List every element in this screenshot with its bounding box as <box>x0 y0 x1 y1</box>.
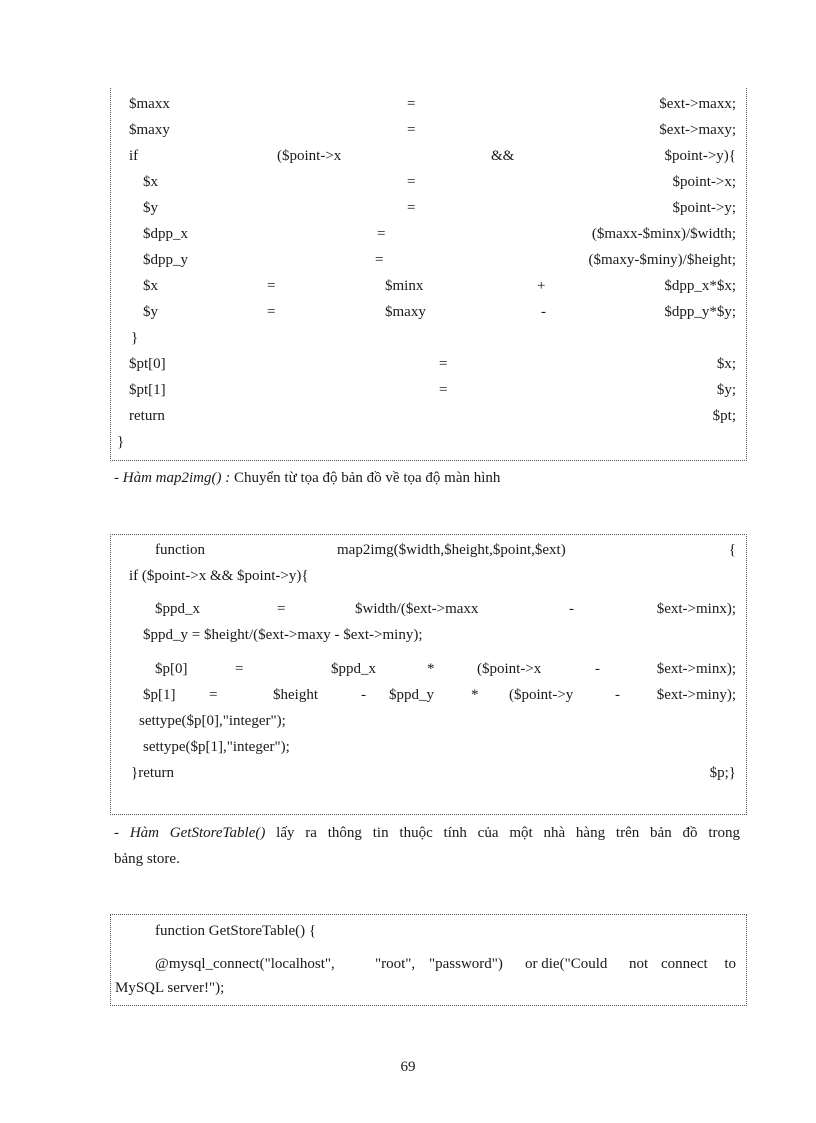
code-token: $ext->minx); <box>656 601 736 617</box>
code-token: settype($p[1],"integer"); <box>143 739 290 755</box>
code-line <box>111 566 746 586</box>
code-token: $ext->miny); <box>656 687 736 703</box>
code-token: $p;} <box>709 765 736 781</box>
code-token: MySQL server!"); <box>115 980 225 996</box>
code-line <box>111 659 746 679</box>
code-token: + <box>537 278 546 294</box>
code-line <box>111 94 746 114</box>
caption-getstoretable-line1 <box>114 820 740 847</box>
code-token: $point->x; <box>672 174 736 190</box>
code-token: $pt[0] <box>129 356 166 372</box>
caption-getstoretable-line2 <box>114 846 740 873</box>
code-token: - <box>615 687 620 703</box>
code-token: = <box>277 601 286 617</box>
code-line <box>111 685 746 705</box>
code-token: $dpp_x*$x; <box>664 278 736 294</box>
code-token: $y <box>143 304 158 320</box>
code-token: $y <box>143 200 158 216</box>
code-token: $x <box>143 278 158 294</box>
code-token: function <box>155 542 205 558</box>
code-token: * <box>471 687 479 703</box>
code-line <box>111 276 746 296</box>
code-token: function GetStoreTable() { <box>155 923 317 939</box>
code-token: ($point->y <box>509 687 574 703</box>
code-token: $ppd_x <box>155 601 200 617</box>
code-line <box>111 599 746 619</box>
caption-text: Chuyển từ tọa độ bản đồ về tọa độ màn hình <box>230 470 501 486</box>
code-token: $maxy <box>129 122 170 138</box>
code-token: not <box>629 956 649 972</box>
code-token: - <box>541 304 546 320</box>
code-line <box>111 354 746 374</box>
code-line <box>111 540 746 560</box>
code-token: ($point->x <box>277 148 342 164</box>
code-token: $minx <box>385 278 424 294</box>
code-token: $width/($ext->maxx <box>355 601 479 617</box>
code-token: $ext->maxy; <box>659 122 736 138</box>
code-token: = <box>209 687 218 703</box>
code-token: @mysql_connect("localhost", <box>155 956 335 972</box>
code-token: $maxx <box>129 96 170 112</box>
code-line <box>111 120 746 140</box>
code-token: $x <box>143 174 158 190</box>
code-token: ($point->x <box>477 661 542 677</box>
code-line <box>111 250 746 270</box>
caption-text: lấy ra thông tin thuộc tính của một nhà hàng trên bản đồ trong <box>265 825 740 841</box>
code-token: } <box>117 434 125 450</box>
code-line <box>111 328 746 348</box>
code-line <box>111 224 746 244</box>
code-token: map2img($width,$height,$point,$ext) <box>337 542 566 558</box>
code-line <box>111 763 746 783</box>
code-line <box>111 711 746 731</box>
code-token: $dpp_y*$y; <box>664 304 736 320</box>
code-line <box>111 172 746 192</box>
function-name: Hàm map2img() : <box>122 470 231 486</box>
code-token: or die("Could <box>525 956 608 972</box>
code-token: settype($p[0],"integer"); <box>139 713 286 729</box>
code-token: = <box>407 96 416 112</box>
code-block-3 <box>110 914 747 1006</box>
code-token: $ext->maxx; <box>659 96 736 112</box>
code-token: - <box>361 687 366 703</box>
code-line <box>111 954 746 974</box>
code-token: = <box>267 304 276 320</box>
code-token: ($maxx-$minx)/$width; <box>591 226 736 242</box>
caption-text: bảng store. <box>114 851 180 867</box>
code-token: $ppd_x <box>331 661 376 677</box>
code-token: "password") <box>429 956 503 972</box>
code-token: - <box>595 661 600 677</box>
code-token: = <box>377 226 386 242</box>
code-token: $pt[1] <box>129 382 166 398</box>
caption-prefix: - <box>114 470 123 486</box>
code-token: connect <box>661 956 708 972</box>
code-token: $point->y; <box>672 200 736 216</box>
code-line <box>111 921 746 941</box>
code-token: = <box>375 252 384 268</box>
code-block-1 <box>110 88 747 461</box>
page-number: 69 <box>400 1059 416 1075</box>
code-token: $y; <box>716 382 736 398</box>
code-token: if <box>129 148 139 164</box>
code-token: = <box>439 382 448 398</box>
code-line <box>111 432 746 452</box>
caption-prefix: - <box>114 825 130 841</box>
code-block-2 <box>110 534 747 815</box>
code-token: $dpp_x <box>143 226 188 242</box>
code-line <box>111 737 746 757</box>
code-token: $point->y){ <box>664 148 736 164</box>
function-name: Hàm GetStoreTable() <box>129 825 266 841</box>
code-token: && <box>491 148 515 164</box>
code-token: = <box>407 200 416 216</box>
code-token: = <box>267 278 276 294</box>
code-token: $ppd_y <box>389 687 434 703</box>
code-token: } <box>131 330 139 346</box>
code-token: $height <box>273 687 318 703</box>
code-line <box>111 302 746 322</box>
code-token: = <box>407 122 416 138</box>
code-token: if ($point->x && $point->y){ <box>129 568 309 584</box>
code-token: $pt; <box>712 408 736 424</box>
code-line <box>111 625 746 645</box>
caption-map2img <box>114 465 740 492</box>
code-line <box>111 380 746 400</box>
code-line <box>111 406 746 426</box>
code-token: return <box>129 408 165 424</box>
code-token: $x; <box>716 356 736 372</box>
code-token: = <box>235 661 244 677</box>
code-line <box>111 198 746 218</box>
code-token: ($maxy-$miny)/$height; <box>588 252 736 268</box>
code-token: = <box>439 356 448 372</box>
code-token: $p[1] <box>143 687 176 703</box>
code-token: $ppd_y = $height/($ext->maxy - $ext->miny); <box>143 627 423 643</box>
code-token: $p[0] <box>155 661 188 677</box>
code-token: }return <box>131 765 175 781</box>
code-token: * <box>427 661 435 677</box>
code-line <box>111 978 746 998</box>
code-token: { <box>728 542 736 558</box>
code-token: to <box>724 956 736 972</box>
code-token: $dpp_y <box>143 252 188 268</box>
code-token: = <box>407 174 416 190</box>
code-token: "root", <box>375 956 416 972</box>
code-line <box>111 146 746 166</box>
code-token: $maxy <box>385 304 426 320</box>
code-token: - <box>569 601 574 617</box>
code-token: $ext->minx); <box>656 661 736 677</box>
